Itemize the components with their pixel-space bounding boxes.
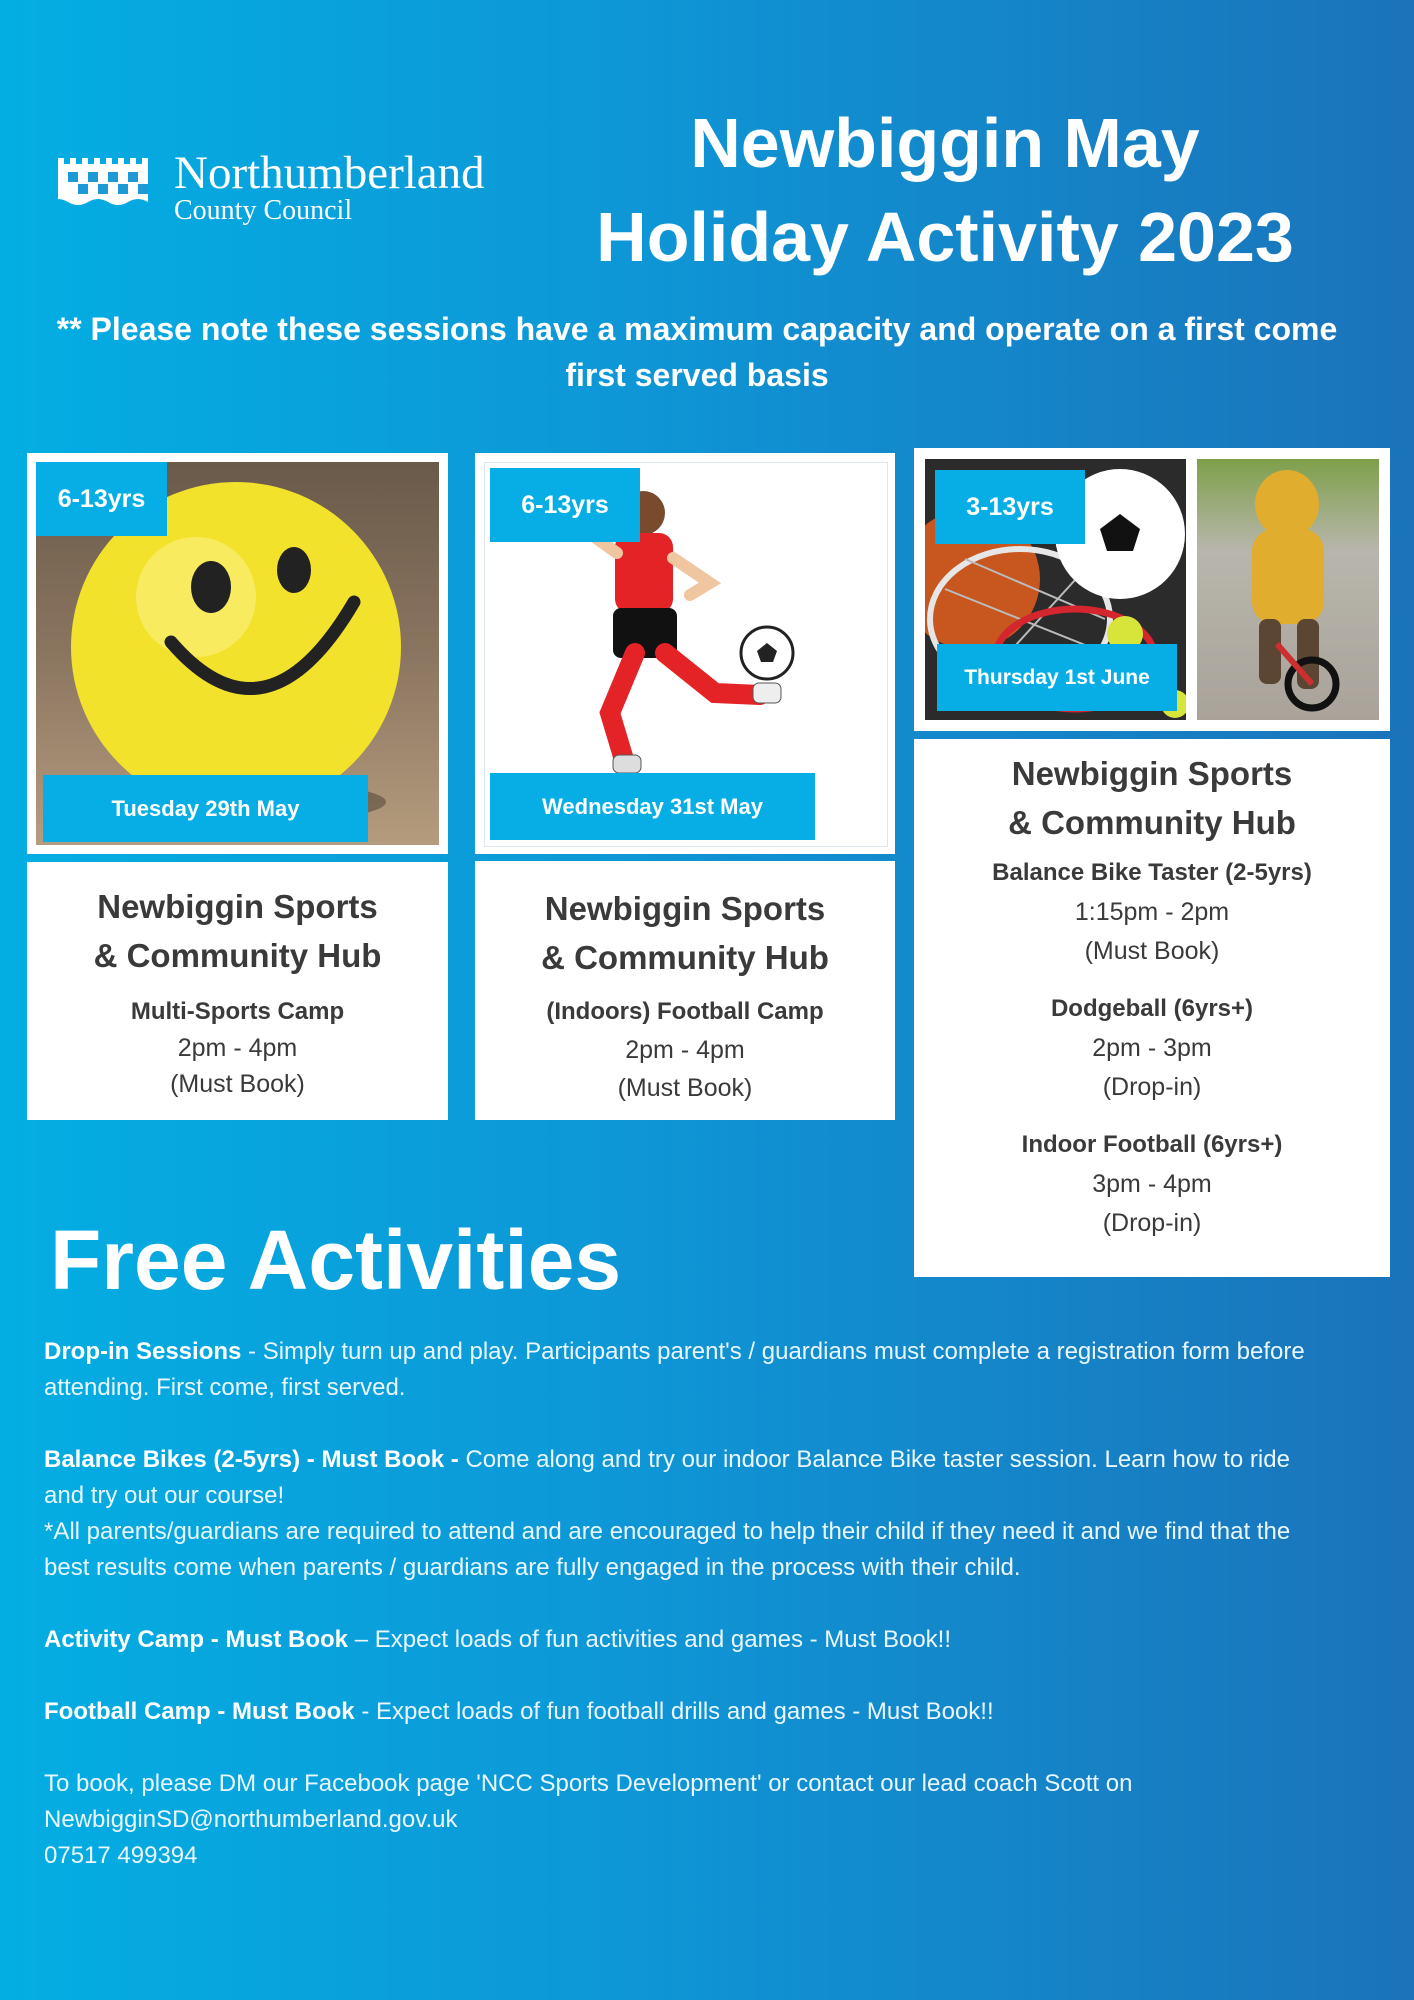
title-line-1: Newbiggin May xyxy=(690,104,1200,182)
session-3-activity-2-name: Dodgeball (6yrs+) xyxy=(1050,995,1254,1022)
session-1-activity-time: 2pm - 4pm xyxy=(177,1034,298,1062)
session-2-activity-time: 2pm - 4pm xyxy=(625,1036,745,1064)
dropin-label: Drop-in Sessions xyxy=(44,1338,242,1365)
activity-camp-description xyxy=(44,1622,1334,1658)
dropin-description xyxy=(44,1334,1334,1406)
session-1-venue-line-1: Newbiggin Sports xyxy=(97,888,378,925)
council-logo xyxy=(58,148,538,230)
capacity-notice: ** Please note these sessions have a maximum capacity and operate on a first come first served basis xyxy=(56,311,1338,393)
session-3-activity-1-name: Balance Bike Taster (2-5yrs) xyxy=(992,859,1312,886)
activity-camp-text: – Expect loads of fun activities and games - Must Book!! xyxy=(348,1626,951,1653)
activity-camp-label: Activity Camp - Must Book xyxy=(44,1626,349,1653)
football-camp-description xyxy=(44,1694,1334,1730)
session-3-activity-3-name: Indoor Football (6yrs+) xyxy=(1021,1131,1283,1158)
session-3-venue-line-2: & Community Hub xyxy=(1008,804,1296,841)
session-2-details-card xyxy=(475,861,895,1120)
balance-bikes-description xyxy=(44,1442,1334,1514)
session-1-photo-frame xyxy=(27,453,448,854)
session-3-venue-line-1: Newbiggin Sports xyxy=(1011,755,1293,792)
session-3-photo-frame xyxy=(914,448,1390,731)
session-3-activity-1-note: (Must Book) xyxy=(1084,937,1220,965)
child-on-bike-icon xyxy=(1197,459,1379,720)
session-2-age-tag: 6-13yrs xyxy=(490,468,640,542)
session-1-age-tag: 6-13yrs xyxy=(36,462,167,536)
session-2-photo-frame xyxy=(475,453,895,854)
session-2-activity-name: (Indoors) Football Camp xyxy=(546,998,824,1025)
logo-subtitle: County Council xyxy=(174,195,353,226)
free-activities-heading: Free Activities xyxy=(50,1213,622,1307)
session-3-details-card xyxy=(914,739,1390,1277)
balance-bike-child-photo xyxy=(1197,459,1379,720)
title-line-2: Holiday Activity 2023 xyxy=(596,198,1294,276)
session-1-activity-name: Multi-Sports Camp xyxy=(130,998,345,1025)
session-2-activity-note: (Must Book) xyxy=(617,1074,753,1102)
page-title xyxy=(560,96,1330,284)
session-2-date-tag: Wednesday 31st May xyxy=(490,773,815,840)
session-3-activity-2-note: (Drop-in) xyxy=(1102,1073,1202,1101)
session-1-details-card xyxy=(27,862,448,1120)
session-3-age-tag: 3-13yrs xyxy=(935,470,1085,544)
session-3-activity-2-time: 2pm - 3pm xyxy=(1092,1034,1212,1062)
balance-bikes-text: Come along and try our indoor Balance Bike taster session. Learn how to ride and try out our course! xyxy=(44,1446,1290,1509)
castle-logo-icon xyxy=(58,154,160,218)
football-camp-text: - Expect loads of fun football drills and games - Must Book!! xyxy=(354,1698,994,1725)
session-3-activity-3-note: (Drop-in) xyxy=(1102,1209,1202,1237)
session-1-venue-line-2: & Community Hub xyxy=(93,937,382,974)
contact-phone[interactable]: 07517 499394 xyxy=(44,1842,198,1869)
session-2-venue-line-2: & Community Hub xyxy=(541,939,829,976)
contact-email[interactable]: NewbigginSD@northumberland.gov.uk xyxy=(44,1806,458,1833)
session-3-activity-1-time: 1:15pm - 2pm xyxy=(1074,898,1230,926)
session-3-date-tag: Thursday 1st June xyxy=(937,644,1177,711)
session-3-activity-3-time: 3pm - 4pm xyxy=(1092,1170,1212,1198)
session-1-activity-note: (Must Book) xyxy=(170,1070,305,1098)
balance-bikes-label: Balance Bikes (2-5yrs) - Must Book - xyxy=(44,1446,459,1473)
session-1-date-tag: Tuesday 29th May xyxy=(43,775,368,842)
balance-bikes-note: *All parents/guardians are required to attend and are encouraged to help their child if they need it and we find that the best results come when parents / guardians are fully engaged in the process with their child. xyxy=(44,1518,1291,1581)
football-camp-label: Football Camp - Must Book xyxy=(44,1698,355,1725)
contact-line: To book, please DM our Facebook page 'NCC Sports Development' or contact our lead coach Scott on xyxy=(44,1770,1133,1797)
dropin-text: - Simply turn up and play. Participants parent's / guardians must complete a registration form before attending. First come, first served. xyxy=(44,1338,1305,1401)
session-2-venue-line-1: Newbiggin Sports xyxy=(544,890,826,927)
activity-descriptions xyxy=(44,1334,1334,1874)
logo-title: Northumberland xyxy=(174,147,485,199)
